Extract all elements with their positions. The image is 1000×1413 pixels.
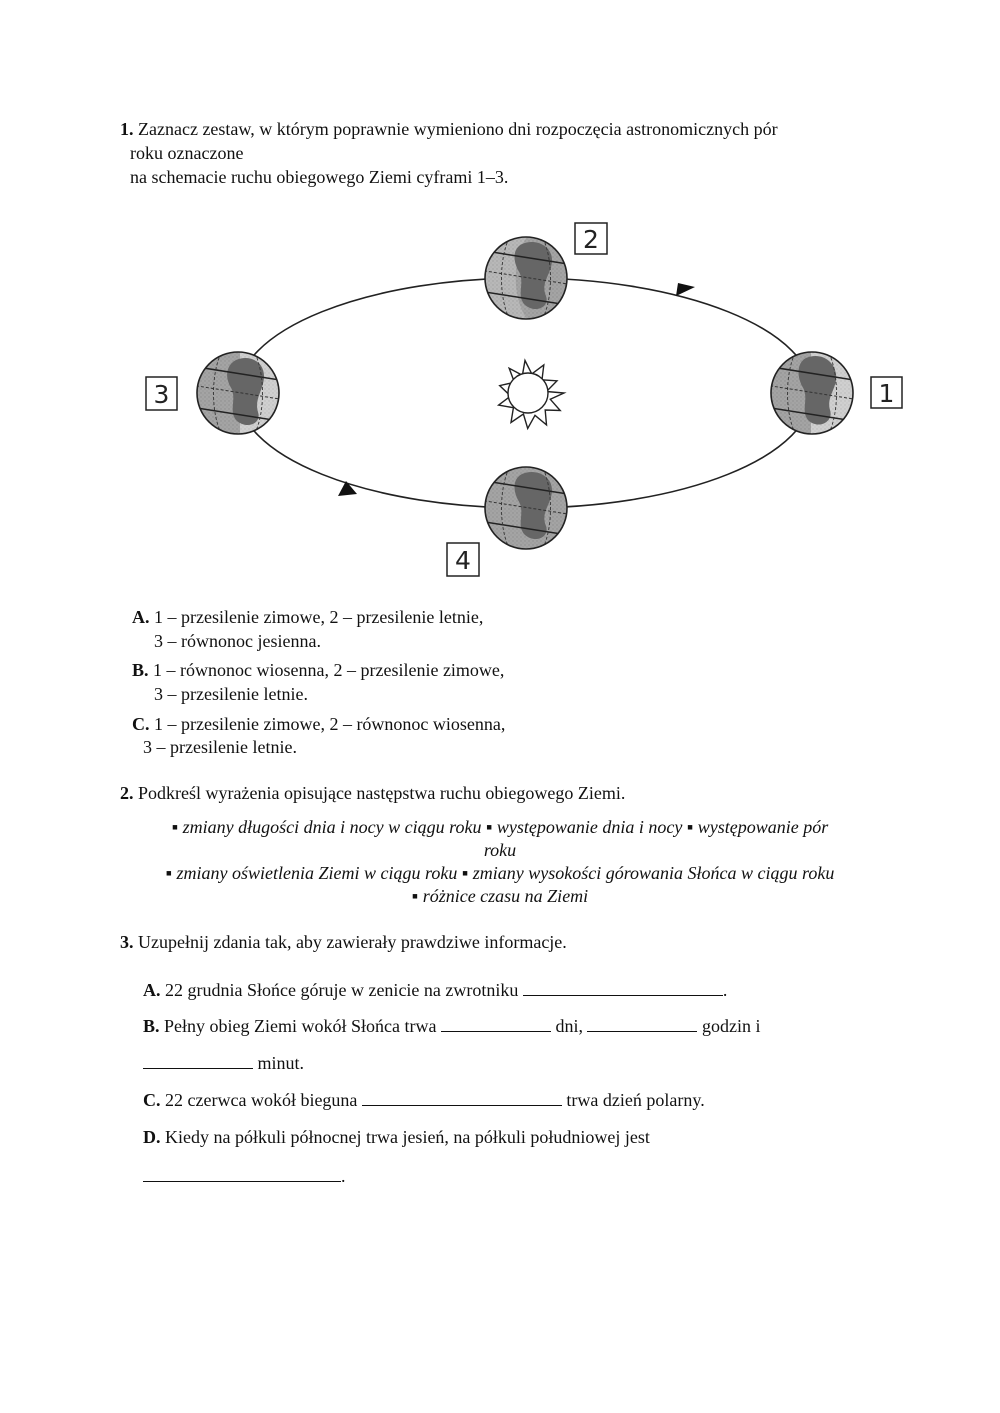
answer-blank[interactable] <box>441 1015 551 1032</box>
q2-phrase[interactable]: występowanie pór <box>697 817 829 837</box>
q1-prompt-line1: Zaznacz zestaw, w którym poprawnie wymieniono dni rozpoczęcia astronomicznych pór <box>138 119 778 139</box>
q2-phrase[interactable]: zmiany wysokości górowania Słońca w ciągu roku <box>472 863 835 883</box>
q3-sentence-b-line2 <box>143 1052 304 1075</box>
q2-phrase[interactable]: występowanie dnia i nocy <box>496 817 683 837</box>
diagram-label-1 <box>871 377 902 408</box>
q1-option-c[interactable] <box>132 713 505 736</box>
sentence-text: Pełny obieg Ziemi wokół Słońca trwa <box>164 1016 437 1036</box>
sentence-end: . <box>341 1166 346 1186</box>
q2-number: 2. <box>120 783 134 803</box>
svg-text:3: 3 <box>153 380 170 409</box>
option-letter: B. <box>132 660 149 680</box>
answer-blank[interactable] <box>587 1015 697 1032</box>
answer-blank[interactable] <box>523 979 723 996</box>
sun-icon <box>499 361 564 429</box>
sentence-text: minut. <box>257 1053 305 1073</box>
q3-sentence-d-line2 <box>143 1165 346 1188</box>
answer-blank[interactable] <box>143 1052 253 1069</box>
q2-phrase[interactable]: różnice czasu na Ziemi <box>422 886 589 906</box>
q2-prompt: Podkreśl wyrażenia opisujące następstwa ruchu obiegowego Ziemi. <box>138 783 626 803</box>
option-text: 1 – przesilenie zimowe, 2 – równonoc wiosenna, <box>154 714 506 734</box>
q1-prompt-line3: na schemacie ruchu obiegowego Ziemi cyframi 1–3. <box>130 167 509 187</box>
diagram-label-4 <box>447 543 479 576</box>
q1-option-b[interactable] <box>132 659 504 682</box>
answer-blank[interactable] <box>143 1165 341 1182</box>
q3-prompt: Uzupełnij zdania tak, aby zawierały prawdziwe informacje. <box>138 932 567 952</box>
bullet: ▪ <box>485 817 493 837</box>
earth-globe-icon <box>765 352 860 434</box>
sentence-letter: A. <box>143 980 161 1000</box>
sentence-text: 22 grudnia Słońce góruje w zenicie na zwrotniku <box>165 980 519 1000</box>
q1-option-a-line2: 3 – równonoc jesienna. <box>154 631 321 651</box>
q3-sentence-d <box>143 1126 650 1149</box>
q2-phrases-line1 <box>0 816 1000 839</box>
sentence-end: . <box>722 980 728 1000</box>
q2-phrase[interactable]: zmiany długości dnia i nocy w ciągu roku <box>182 817 482 837</box>
sentence-text: dni, <box>555 1016 583 1036</box>
bullet: ▪ <box>411 886 419 906</box>
q1-line1 <box>120 118 778 141</box>
q3-prompt-line <box>120 931 567 954</box>
sentence-letter: B. <box>143 1016 160 1036</box>
answer-blank[interactable] <box>362 1089 562 1106</box>
q2-phrases-line3 <box>0 862 1000 885</box>
earth-globe-icon <box>479 467 574 549</box>
sentence-text: trwa dzień polarny. <box>566 1090 705 1110</box>
q1-option-a[interactable] <box>132 606 483 629</box>
q1-number: 1. <box>120 119 134 139</box>
sentence-letter: D. <box>143 1127 161 1147</box>
svg-text:2: 2 <box>583 225 599 254</box>
option-text: 1 – równonoc wiosenna, 2 – przesilenie zimowe, <box>153 660 505 680</box>
earth-globe-icon <box>191 352 286 434</box>
option-letter: A. <box>132 607 150 627</box>
orbit-direction-arrow-icon <box>676 283 695 296</box>
q2-prompt-line <box>120 782 625 805</box>
diagram-label-2 <box>575 223 607 254</box>
sentence-letter: C. <box>143 1090 161 1110</box>
orbit-direction-arrow-icon <box>338 481 357 496</box>
diagram-label-3 <box>146 377 177 410</box>
earth-globe-icon <box>479 237 574 319</box>
q2-phrase[interactable]: roku <box>483 840 517 860</box>
q3-sentence-c <box>143 1089 705 1112</box>
q1-option-b-line2: 3 – przesilenie letnie. <box>154 684 308 704</box>
orbit-diagram <box>0 210 1000 590</box>
q1-prompt-line2: roku oznaczone <box>130 143 244 163</box>
sentence-text: 22 czerwca wokół bieguna <box>165 1090 358 1110</box>
bullet: ▪ <box>461 863 469 883</box>
svg-text:1: 1 <box>878 379 895 408</box>
sentence-text: Kiedy na półkuli północnej trwa jesień, na półkuli południowej jest <box>165 1127 650 1147</box>
bullet: ▪ <box>171 817 179 837</box>
q2-phrase[interactable]: zmiany oświetlenia Ziemi w ciągu roku <box>176 863 458 883</box>
q3-sentence-b <box>143 1015 760 1038</box>
bullet: ▪ <box>686 817 694 837</box>
q1-option-c-line2: 3 – przesilenie letnie. <box>143 737 297 757</box>
bullet: ▪ <box>165 863 173 883</box>
option-letter: C. <box>132 714 150 734</box>
q2-phrases-line4 <box>0 885 1000 908</box>
q3-number: 3. <box>120 932 134 952</box>
svg-text:4: 4 <box>455 546 471 575</box>
option-text: 1 – przesilenie zimowe, 2 – przesilenie letnie, <box>154 607 484 627</box>
q3-sentence-a <box>143 979 727 1002</box>
sentence-text: godzin i <box>701 1016 761 1036</box>
